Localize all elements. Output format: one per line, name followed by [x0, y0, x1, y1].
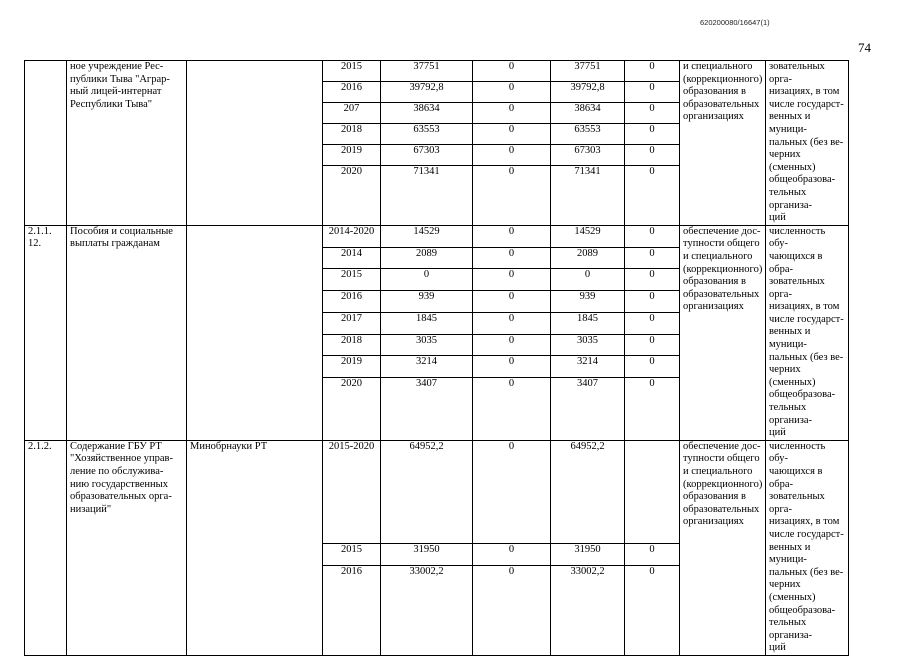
other-cell: 0	[625, 144, 680, 165]
federal-cell: 0	[473, 566, 551, 656]
other-cell: 0	[625, 102, 680, 123]
federal-cell: 0	[473, 440, 551, 543]
federal-cell: 0	[473, 247, 551, 269]
year-cell: 2015	[323, 61, 381, 82]
program-table	[24, 60, 849, 656]
republic-cell: 33002,2	[551, 566, 625, 656]
item-executor	[187, 225, 323, 440]
republic-cell: 3407	[551, 378, 625, 441]
year-cell: 2014-2020	[323, 225, 381, 247]
year-cell: 2020	[323, 378, 381, 441]
year-cell: 2015-2020	[323, 440, 381, 543]
table-row	[25, 440, 849, 543]
republic-cell: 1845	[551, 312, 625, 334]
republic-cell: 3214	[551, 356, 625, 378]
total-cell: 1845	[381, 312, 473, 334]
federal-cell: 0	[473, 291, 551, 313]
year-cell: 2019	[323, 356, 381, 378]
federal-cell: 0	[473, 123, 551, 144]
other-cell: 0	[625, 81, 680, 102]
federal-cell: 0	[473, 165, 551, 225]
federal-cell: 0	[473, 61, 551, 82]
year-cell: 2020	[323, 165, 381, 225]
other-cell: 0	[625, 225, 680, 247]
other-cell	[625, 440, 680, 543]
other-cell: 0	[625, 356, 680, 378]
expected-result: обеспечение дос- тупности общего и специального (коррекционного) образования в образовательных организациях	[680, 225, 766, 440]
item-name: Содержание ГБУ РТ "Хозяйственное управ- ление по обслужива- нию государственных образовательных орга- низаций"	[67, 440, 187, 655]
total-cell: 3214	[381, 356, 473, 378]
federal-cell: 0	[473, 81, 551, 102]
total-cell: 64952,2	[381, 440, 473, 543]
republic-cell: 14529	[551, 225, 625, 247]
year-cell: 2017	[323, 312, 381, 334]
federal-cell: 0	[473, 356, 551, 378]
item-number: 2.1.1. 12.	[25, 225, 67, 440]
item-name: ное учреждение Рес- публики Тыва "Аграр- ный лицей-интернат Республики Тыва"	[67, 61, 187, 226]
year-cell: 2014	[323, 247, 381, 269]
total-cell: 38634	[381, 102, 473, 123]
target-indicator: численность обу- чающихся в обра- зовательных орга- низациях, в том числе государст- венных и муници- пальных (без ве- черних (сменных) общеобразова- тельных организа- ций	[766, 440, 849, 655]
republic-cell: 939	[551, 291, 625, 313]
other-cell: 0	[625, 269, 680, 291]
republic-cell: 64952,2	[551, 440, 625, 543]
federal-cell: 0	[473, 334, 551, 356]
other-cell: 0	[625, 543, 680, 565]
total-cell: 39792,8	[381, 81, 473, 102]
federal-cell: 0	[473, 225, 551, 247]
republic-cell: 3035	[551, 334, 625, 356]
year-cell: 2016	[323, 81, 381, 102]
target-indicator: зовательных орга- низациях, в том числе государст- венных и муници- пальных (без ве- черних (сменных) общеобразова- тельных организа- ций	[766, 61, 849, 226]
republic-cell: 38634	[551, 102, 625, 123]
item-name: Пособия и социальные выплаты гражданам	[67, 225, 187, 440]
target-indicator: численность обу- чающихся в обра- зовательных орга- низациях, в том числе государст- венных и муници- пальных (без ве- черних (сменных) общеобразова- тельных организа- ций	[766, 225, 849, 440]
total-cell: 63553	[381, 123, 473, 144]
document-id: 620200080/16647(1)	[700, 18, 770, 27]
page-number: 74	[858, 40, 871, 55]
total-cell: 3407	[381, 378, 473, 441]
other-cell: 0	[625, 312, 680, 334]
year-cell: 2016	[323, 291, 381, 313]
other-cell: 0	[625, 61, 680, 82]
year-cell: 2015	[323, 543, 381, 565]
total-cell: 3035	[381, 334, 473, 356]
total-cell: 71341	[381, 165, 473, 225]
item-executor: Минобрнауки РТ	[187, 440, 323, 655]
other-cell: 0	[625, 566, 680, 656]
table-row	[25, 225, 849, 247]
year-cell: 2016	[323, 566, 381, 656]
republic-cell: 71341	[551, 165, 625, 225]
other-cell: 0	[625, 334, 680, 356]
republic-cell: 67303	[551, 144, 625, 165]
total-cell: 67303	[381, 144, 473, 165]
item-number: 2.1.2.	[25, 440, 67, 655]
republic-cell: 39792,8	[551, 81, 625, 102]
item-number	[25, 61, 67, 226]
total-cell: 0	[381, 269, 473, 291]
other-cell: 0	[625, 123, 680, 144]
federal-cell: 0	[473, 144, 551, 165]
total-cell: 31950	[381, 543, 473, 565]
year-cell: 2018	[323, 334, 381, 356]
year-cell: 207	[323, 102, 381, 123]
other-cell: 0	[625, 378, 680, 441]
total-cell: 37751	[381, 61, 473, 82]
table-row	[25, 61, 849, 82]
other-cell: 0	[625, 165, 680, 225]
year-cell: 2015	[323, 269, 381, 291]
republic-cell: 31950	[551, 543, 625, 565]
expected-result: обеспечение дос- тупности общего и специального (коррекционного) образования в образовательных организациях	[680, 440, 766, 655]
year-cell: 2018	[323, 123, 381, 144]
federal-cell: 0	[473, 543, 551, 565]
total-cell: 939	[381, 291, 473, 313]
republic-cell: 63553	[551, 123, 625, 144]
other-cell: 0	[625, 247, 680, 269]
republic-cell: 2089	[551, 247, 625, 269]
item-executor	[187, 61, 323, 226]
total-cell: 2089	[381, 247, 473, 269]
other-cell: 0	[625, 291, 680, 313]
federal-cell: 0	[473, 269, 551, 291]
republic-cell: 0	[551, 269, 625, 291]
republic-cell: 37751	[551, 61, 625, 82]
federal-cell: 0	[473, 102, 551, 123]
expected-result: и специального (коррекционного) образования в образовательных организациях	[680, 61, 766, 226]
total-cell: 33002,2	[381, 566, 473, 656]
table-body	[25, 61, 849, 656]
federal-cell: 0	[473, 378, 551, 441]
year-cell: 2019	[323, 144, 381, 165]
federal-cell: 0	[473, 312, 551, 334]
total-cell: 14529	[381, 225, 473, 247]
